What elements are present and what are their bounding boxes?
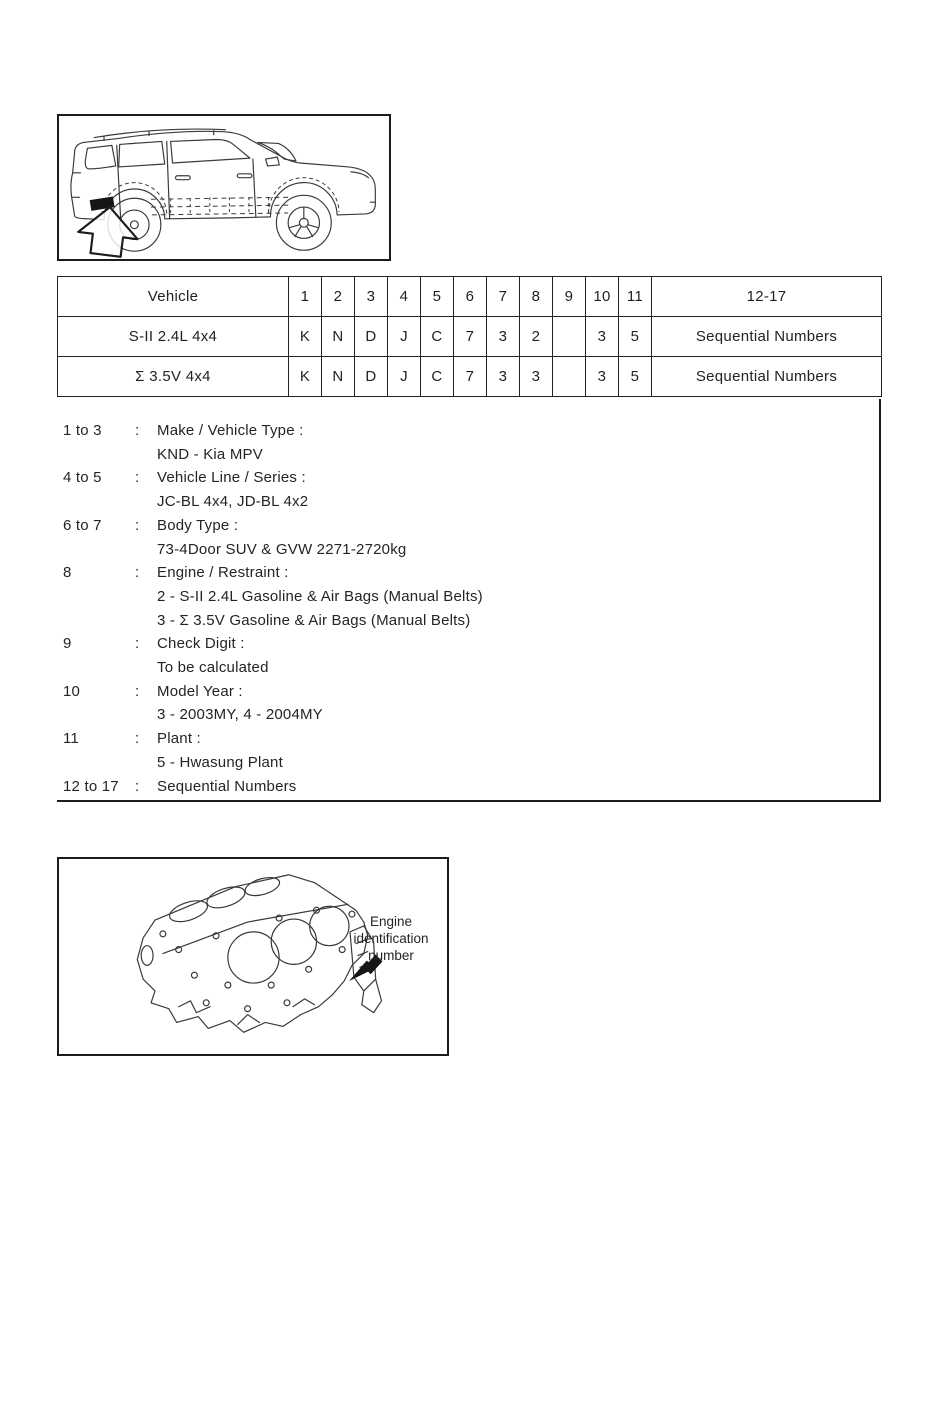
legend-line: JC-BL 4x4, JD-BL 4x2: [157, 493, 309, 511]
vin-table-header-pos: 11: [619, 277, 652, 317]
legend-line: Sequential Numbers: [157, 777, 297, 795]
legend-range: 1 to 3: [63, 422, 102, 439]
vin-code-cell: J: [388, 317, 421, 357]
legend-line: 5 - Hwasung Plant: [157, 753, 283, 771]
vin-code-cell: 3: [487, 357, 520, 397]
legend-line: 3 - Σ 3.5V Gasoline & Air Bags (Manual Belts): [157, 611, 471, 629]
engine-id-label-line: number: [368, 948, 414, 963]
legend-colon: :: [135, 516, 140, 534]
vin-code-cell: 7: [454, 357, 487, 397]
legend-line: 2 - S-II 2.4L Gasoline & Air Bags (Manual Belts): [157, 587, 483, 605]
vin-code-cell: [553, 357, 586, 397]
vin-code-cell: 7: [454, 317, 487, 357]
vin-table-header-pos: 5: [421, 277, 454, 317]
legend-entry: [63, 561, 879, 632]
legend-line: 3 - 2003MY, 4 - 2004MY: [157, 706, 323, 724]
legend-entry: [63, 514, 879, 561]
legend-entry: [63, 680, 879, 727]
legend-colon: :: [135, 730, 140, 748]
vin-code-cell: D: [355, 357, 388, 397]
vin-code-cell: D: [355, 317, 388, 357]
legend-range: 11: [63, 730, 79, 748]
vin-code-cell: 3: [520, 357, 553, 397]
vin-code-cell: N: [322, 317, 355, 357]
engine-id-label: [339, 913, 443, 964]
vehicle-name-cell: Σ 3.5V 4x4: [58, 357, 289, 397]
engine-id-figure: [57, 857, 449, 1056]
vin-table-header-pos: 2: [322, 277, 355, 317]
legend-colon: :: [135, 422, 140, 439]
legend-range: 10: [63, 682, 81, 700]
vin-legend: [57, 399, 881, 802]
engine-id-label-line: identification: [353, 931, 429, 946]
legend-line: KND - Kia MPV: [157, 445, 263, 463]
vin-code-cell: 3: [487, 317, 520, 357]
vin-table-header-pos: 10: [586, 277, 619, 317]
table-row: [58, 357, 882, 397]
legend-entry: [63, 419, 879, 466]
legend-range: 6 to 7: [63, 516, 102, 534]
legend-line: Body Type :: [157, 516, 239, 534]
sequential-numbers-cell: Sequential Numbers: [652, 317, 882, 357]
vin-code-cell: C: [421, 357, 454, 397]
suv-side-view-drawing: [59, 116, 389, 259]
vin-code-cell: 2: [520, 317, 553, 357]
vin-table-header-row: [58, 277, 882, 317]
legend-entry: [63, 632, 879, 679]
legend-line: Plant :: [157, 730, 201, 748]
vin-code-cell: J: [388, 357, 421, 397]
table-row: [58, 317, 882, 357]
vin-code-table: [57, 276, 882, 397]
legend-line: To be calculated: [157, 659, 269, 677]
legend-entry: [63, 727, 879, 774]
vin-code-cell: 5: [619, 317, 652, 357]
legend-colon: :: [135, 564, 140, 582]
legend-entry: [63, 775, 879, 799]
vin-code-cell: C: [421, 317, 454, 357]
vin-table-header-pos: 1: [289, 277, 322, 317]
vin-location-arrow-icon: [76, 204, 141, 259]
vin-table-header-vehicle: Vehicle: [58, 277, 289, 317]
vin-table-header-pos: 3: [355, 277, 388, 317]
vin-code-cell: 5: [619, 357, 652, 397]
vin-table-header-pos: 7: [487, 277, 520, 317]
vin-location-figure: [57, 114, 391, 261]
legend-line: 73-4Door SUV & GVW 2271-2720kg: [157, 540, 407, 558]
vin-table-header-sequential: 12-17: [652, 277, 882, 317]
legend-colon: :: [135, 682, 140, 700]
vin-code-cell: [553, 317, 586, 357]
legend-line: Vehicle Line / Series :: [157, 469, 306, 487]
legend-colon: :: [135, 777, 140, 795]
legend-colon: :: [135, 635, 140, 653]
legend-entry: [63, 466, 879, 513]
engine-id-label-line: Engine: [369, 914, 413, 929]
vehicle-name-cell: S-II 2.4L 4x4: [58, 317, 289, 357]
vin-code-cell: 3: [586, 357, 619, 397]
legend-colon: :: [135, 469, 140, 487]
legend-range: 8: [63, 564, 72, 582]
legend-line: Engine / Restraint :: [157, 564, 289, 582]
vin-code-cell: N: [322, 357, 355, 397]
vin-table-header-pos: 4: [388, 277, 421, 317]
vin-code-cell: K: [289, 317, 322, 357]
legend-range: 9: [63, 635, 72, 653]
legend-line: Model Year :: [157, 682, 243, 700]
legend-range: 12 to 17: [63, 777, 119, 795]
legend-line: Check Digit :: [157, 635, 245, 653]
vin-table-header-pos: 8: [520, 277, 553, 317]
sequential-numbers-cell: Sequential Numbers: [652, 357, 882, 397]
vin-code-cell: 3: [586, 317, 619, 357]
vin-table-header-pos: 6: [454, 277, 487, 317]
vin-table-header-pos: 9: [553, 277, 586, 317]
legend-range: 4 to 5: [63, 469, 102, 487]
legend-line: Make / Vehicle Type :: [157, 422, 304, 439]
vin-code-cell: K: [289, 357, 322, 397]
